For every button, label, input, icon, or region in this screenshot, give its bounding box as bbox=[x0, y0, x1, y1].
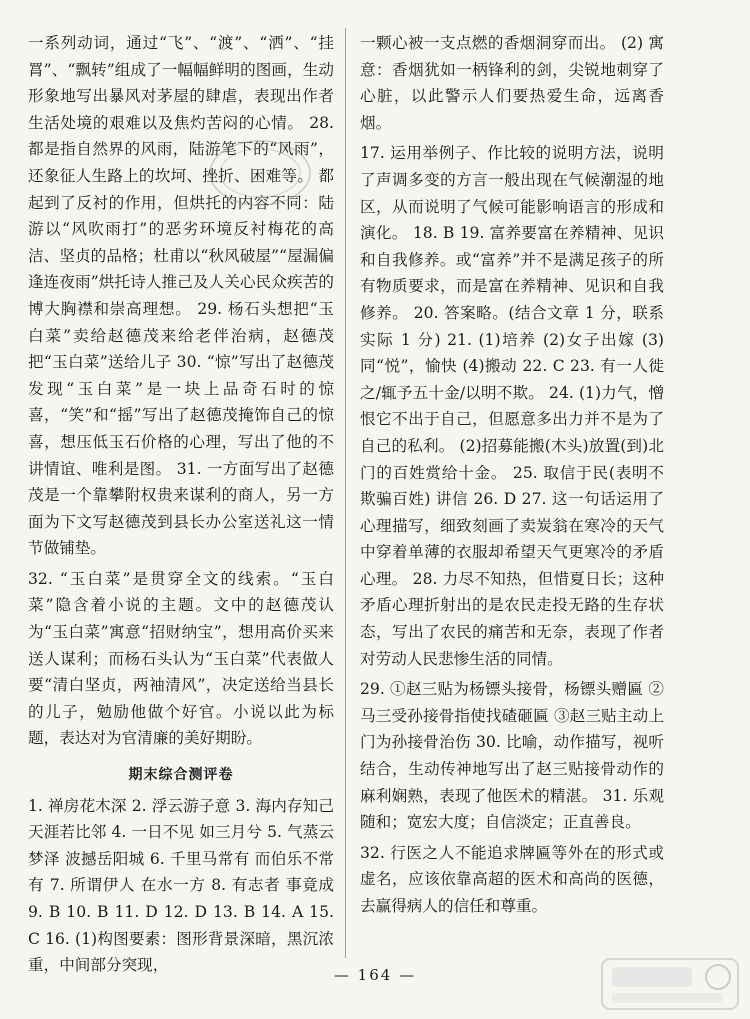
faint-stamp-mark bbox=[200, 128, 320, 218]
watermark-logo bbox=[600, 955, 740, 1013]
left-paragraph-2: 32. “玉白菜”是贯穿全文的线索。“玉白菜”隐含着小说的主题。文中的赵德茂认为“玉白菜”寓意“招财纳宝”，想用高价买来送人谋利；而杨石头认为“玉白菜”代表做人要“清白坚贞，两袖清风”，决定送给当县长的儿子，勉励他做个好官。小说以此为标题，表达对为官清廉的美好期盼。 bbox=[28, 569, 334, 748]
page-number: — 164 — bbox=[333, 966, 417, 984]
left-paragraph-3: 1. 禅房花木深 2. 浮云游子意 3. 海内存知己 天涯若比邻 4. 一日不见 如三月兮 5. 气蒸云梦泽 波撼岳阳城 6. 千里马常有 而伯乐不常有 7. 所谓伊人 在水一方 8. 有志者 事竟成 9. B 10. B 11. D 12. D 13. B 14. A 15. C 16. (1)构图要素：图形背景深暗，黑沉浓重，中间部分突现， bbox=[28, 796, 334, 975]
right-paragraph-4: 32. 行医之人不能追求牌匾等外在的形式或虚名，应该依靠高超的医术和高尚的医德，去赢得病人的信任和尊重。 bbox=[360, 843, 664, 915]
section-title: 期末综合测评卷 bbox=[128, 767, 234, 784]
right-paragraph-1: 一颗心被一支点燃的香烟洞穿而出。 (2) 寓意：香烟犹如一柄锋利的剑，尖锐地刺穿了心脏，以此警示人们要热爱生命，远离香烟。 bbox=[360, 34, 664, 132]
column-divider bbox=[345, 28, 346, 958]
right-paragraph-2: 17. 运用举例子、作比较的说明方法，说明了声调多变的方言一般出现在气候潮湿的地区，从而说明了气候可能影响语言的形成和演化。 18. B 19. 富养要富在养精神、见识和自我修养。或“富养”并不是满足孩子的所有物质要求，而是富在养精神、见识和自我修养。 20. 答案略。(结合文章 1 分，联系实际 1 分) 21. (1)培养 (2)女子出嫁 (3)同“悦”，愉快 (4)搬动 22. C 23. 有一人徙之/辄予五十金/以明不欺。 24. (1)力气，憎恨它不出于自己，但愿意多出力并不是为了自己的私利。 (2)招募能搬(木头)放置(到)北门的百姓赏给十金。 25. 取信于民(表明不欺骗百姓) 讲信 26. D 27. 这一句话运用了心理描写，细致刻画了卖炭翁在寒冷的天气中穿着单薄的衣服却希望天气更寒冷的矛盾心理。 28. 力尽不知热，但惜夏日长；这种矛盾心理折射出的是农民走投无路的生存状态，写出了农民的痛苦和无奈，表现了作者对劳动人民悲惨生活的同情。 bbox=[360, 144, 664, 668]
right-paragraph-3: 29. ①赵三贴为杨镖头接骨，杨镖头赠匾 ②马三受孙接骨指使找碴砸匾 ③赵三贴主动上门为孙接骨治伤 30. 比喻，动作描写，视听结合，生动传神地写出了赵三贴接骨动作的麻利娴熟，表现了他医术的精湛。 31. 乐观随和；宽宏大度；自信淡定；正直善良。 bbox=[360, 680, 664, 832]
left-paragraph-1: 一系列动词，通过“飞”、“渡”、“洒”、“挂罥”、“飘转”组成了一幅幅鲜明的图画，生动形象地写出暴风对茅屋的肆虐，表现出作者生活处境的艰难以及焦灼苦闷的心情。 28. 都是指自然界的风雨，陆游笔下的“风雨”，还象征人生路上的坎坷、挫折、困难等。 都起到了反衬的作用，但烘托的内容不同：陆游以“风吹雨打”的恶劣环境反衬梅花的高洁、坚贞的品格；杜甫以“秋风破屋”“屋漏偏逢连夜雨”烘托诗人推己及人关心民众疾苦的博大胸襟和崇高理想。 29. 杨石头想把“玉白菜”卖给赵德茂来给老伴治病，赵德茂把“玉白菜”送给儿子 30. “惊”写出了赵德茂发现“玉白菜”是一块上品奇石时的惊喜，“笑”和“摇”写出了赵德茂掩饰自己的惊喜，想压低玉石价格的心理，写出了他的不讲情谊、唯利是图。 31. 一方面写出了赵德茂是一个靠攀附权贵来谋利的商人，另一方面为下文写赵德茂到县长办公室送礼这一情节做铺垫。 bbox=[28, 34, 334, 558]
right-column bbox=[360, 30, 664, 920]
